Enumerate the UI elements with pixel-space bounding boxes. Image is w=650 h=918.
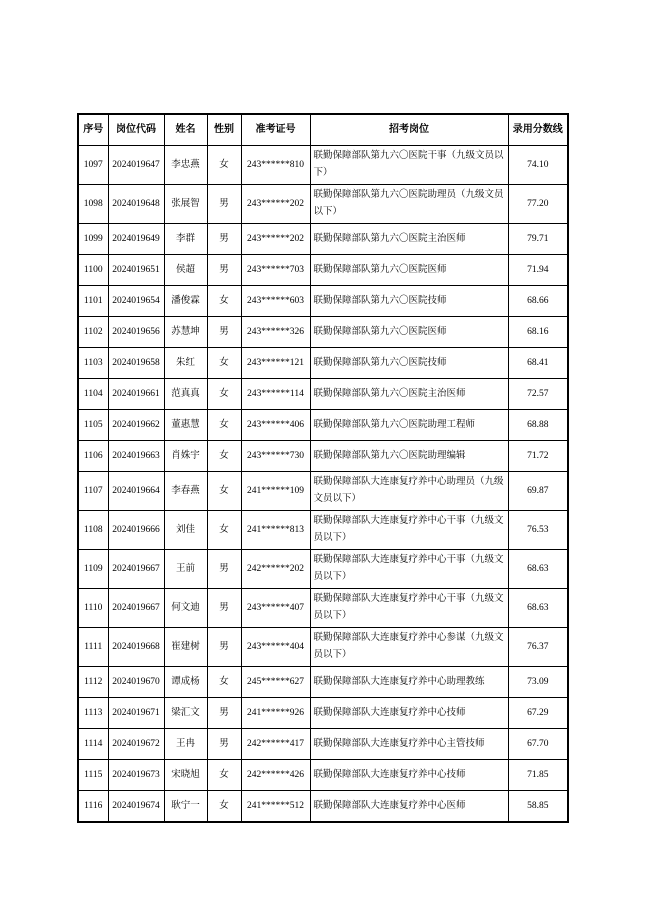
cell-position: 联勤保障部队第九六〇医院助理工程师 — [310, 410, 508, 441]
cell-gender: 女 — [207, 146, 241, 185]
cell-position: 联勤保障部队大连康复疗养中心干事（九级文员以下） — [310, 511, 508, 550]
cell-ticket: 241******813 — [241, 511, 310, 550]
table-row — [78, 589, 568, 628]
cell-name: 董惠慧 — [164, 410, 207, 441]
cell-seq: 1098 — [78, 185, 108, 224]
cell-score: 68.63 — [508, 589, 568, 628]
cell-name: 潘俊霖 — [164, 286, 207, 317]
cell-code: 2024019667 — [108, 550, 164, 589]
cell-score: 79.71 — [508, 224, 568, 255]
cell-gender: 女 — [207, 511, 241, 550]
cell-position: 联勤保障部队第九六〇医院医师 — [310, 317, 508, 348]
cell-ticket: 243******326 — [241, 317, 310, 348]
cell-position: 联勤保障部队大连康复疗养中心技师 — [310, 698, 508, 729]
cell-ticket: 243******114 — [241, 379, 310, 410]
table-row — [78, 760, 568, 791]
cell-code: 2024019656 — [108, 317, 164, 348]
cell-position: 联勤保障部队大连康复疗养中心助理教练 — [310, 667, 508, 698]
cell-name: 梁汇文 — [164, 698, 207, 729]
cell-code: 2024019667 — [108, 589, 164, 628]
cell-score: 76.53 — [508, 511, 568, 550]
cell-position: 联勤保障部队大连康复疗养中心助理员（九级文员以下） — [310, 472, 508, 511]
cell-position: 联勤保障部队第九六〇医院干事（九级文员以下） — [310, 146, 508, 185]
cell-position: 联勤保障部队大连康复疗养中心医师 — [310, 791, 508, 823]
cell-seq: 1115 — [78, 760, 108, 791]
cell-ticket: 243******404 — [241, 628, 310, 667]
cell-seq: 1112 — [78, 667, 108, 698]
cell-ticket: 241******926 — [241, 698, 310, 729]
cell-name: 李忠燕 — [164, 146, 207, 185]
cell-position: 联勤保障部队大连康复疗养中心干事（九级文员以下） — [310, 550, 508, 589]
cell-name: 苏慧坤 — [164, 317, 207, 348]
cell-name: 刘佳 — [164, 511, 207, 550]
table-row — [78, 667, 568, 698]
cell-score: 71.85 — [508, 760, 568, 791]
cell-seq: 1100 — [78, 255, 108, 286]
cell-position: 联勤保障部队大连康复疗养中心技师 — [310, 760, 508, 791]
cell-seq: 1109 — [78, 550, 108, 589]
cell-name: 朱红 — [164, 348, 207, 379]
header-name: 姓名 — [164, 114, 207, 146]
cell-score: 74.10 — [508, 146, 568, 185]
table-row — [78, 550, 568, 589]
header-recruit-position: 招考岗位 — [310, 114, 508, 146]
cell-seq: 1097 — [78, 146, 108, 185]
cell-score: 67.70 — [508, 729, 568, 760]
table-row — [78, 224, 568, 255]
cell-code: 2024019651 — [108, 255, 164, 286]
cell-gender: 女 — [207, 410, 241, 441]
table-body — [78, 146, 568, 823]
table-row — [78, 511, 568, 550]
cell-seq: 1106 — [78, 441, 108, 472]
cell-score: 77.20 — [508, 185, 568, 224]
cell-code: 2024019663 — [108, 441, 164, 472]
cell-name: 王冉 — [164, 729, 207, 760]
cell-score: 76.37 — [508, 628, 568, 667]
cell-seq: 1108 — [78, 511, 108, 550]
cell-gender: 女 — [207, 348, 241, 379]
header-ticket-number: 准考证号 — [241, 114, 310, 146]
cell-score: 71.72 — [508, 441, 568, 472]
cell-name: 李春燕 — [164, 472, 207, 511]
cell-score: 67.29 — [508, 698, 568, 729]
cell-gender: 女 — [207, 441, 241, 472]
cell-ticket: 243******406 — [241, 410, 310, 441]
cell-score: 69.87 — [508, 472, 568, 511]
cell-ticket: 242******202 — [241, 550, 310, 589]
cell-name: 耿宁一 — [164, 791, 207, 823]
cell-seq: 1107 — [78, 472, 108, 511]
table-row — [78, 410, 568, 441]
cell-code: 2024019672 — [108, 729, 164, 760]
cell-position: 联勤保障部队第九六〇医院主治医师 — [310, 224, 508, 255]
cell-gender: 女 — [207, 760, 241, 791]
cell-gender: 男 — [207, 317, 241, 348]
cell-position: 联勤保障部队第九六〇医院助理员（九级文员以下） — [310, 185, 508, 224]
cell-code: 2024019649 — [108, 224, 164, 255]
table-row — [78, 379, 568, 410]
cell-code: 2024019668 — [108, 628, 164, 667]
cell-name: 张展智 — [164, 185, 207, 224]
cell-seq: 1104 — [78, 379, 108, 410]
cell-ticket: 245******627 — [241, 667, 310, 698]
cell-name: 李群 — [164, 224, 207, 255]
table-row — [78, 472, 568, 511]
cell-seq: 1101 — [78, 286, 108, 317]
cell-ticket: 243******603 — [241, 286, 310, 317]
header-score-line: 录用分数线 — [508, 114, 568, 146]
table-header-row — [78, 114, 568, 146]
cell-gender: 女 — [207, 667, 241, 698]
cell-name: 宋晓旭 — [164, 760, 207, 791]
cell-code: 2024019670 — [108, 667, 164, 698]
cell-ticket: 243******121 — [241, 348, 310, 379]
cell-name: 范真真 — [164, 379, 207, 410]
recruitment-score-table — [77, 113, 569, 823]
header-seq: 序号 — [78, 114, 108, 146]
table-row — [78, 729, 568, 760]
table-row — [78, 628, 568, 667]
cell-ticket: 243******407 — [241, 589, 310, 628]
cell-gender: 男 — [207, 185, 241, 224]
table-row — [78, 698, 568, 729]
cell-score: 58.85 — [508, 791, 568, 823]
cell-ticket: 242******417 — [241, 729, 310, 760]
cell-code: 2024019671 — [108, 698, 164, 729]
table-row — [78, 255, 568, 286]
cell-code: 2024019664 — [108, 472, 164, 511]
cell-score: 68.88 — [508, 410, 568, 441]
cell-seq: 1102 — [78, 317, 108, 348]
cell-name: 王前 — [164, 550, 207, 589]
cell-code: 2024019654 — [108, 286, 164, 317]
cell-gender: 男 — [207, 255, 241, 286]
table-row — [78, 185, 568, 224]
cell-name: 谭成杨 — [164, 667, 207, 698]
cell-ticket: 243******202 — [241, 185, 310, 224]
cell-score: 68.66 — [508, 286, 568, 317]
cell-code: 2024019647 — [108, 146, 164, 185]
cell-score: 72.57 — [508, 379, 568, 410]
cell-position: 联勤保障部队第九六〇医院医师 — [310, 255, 508, 286]
cell-name: 肖姝宇 — [164, 441, 207, 472]
cell-gender: 男 — [207, 550, 241, 589]
table-header — [78, 114, 568, 146]
cell-ticket: 243******810 — [241, 146, 310, 185]
cell-position: 联勤保障部队第九六〇医院助理编辑 — [310, 441, 508, 472]
cell-seq: 1116 — [78, 791, 108, 823]
cell-position: 联勤保障部队大连康复疗养中心参谋（九级文员以下） — [310, 628, 508, 667]
cell-score: 68.63 — [508, 550, 568, 589]
table-row — [78, 348, 568, 379]
cell-gender: 女 — [207, 791, 241, 823]
cell-seq: 1110 — [78, 589, 108, 628]
header-gender: 性别 — [207, 114, 241, 146]
cell-ticket: 243******730 — [241, 441, 310, 472]
cell-score: 71.94 — [508, 255, 568, 286]
cell-gender: 女 — [207, 379, 241, 410]
cell-code: 2024019661 — [108, 379, 164, 410]
cell-gender: 女 — [207, 286, 241, 317]
cell-ticket: 241******512 — [241, 791, 310, 823]
cell-score: 73.09 — [508, 667, 568, 698]
cell-gender: 女 — [207, 472, 241, 511]
cell-position: 联勤保障部队第九六〇医院主治医师 — [310, 379, 508, 410]
cell-score: 68.16 — [508, 317, 568, 348]
cell-position: 联勤保障部队第九六〇医院技师 — [310, 286, 508, 317]
cell-seq: 1105 — [78, 410, 108, 441]
cell-name: 崔建树 — [164, 628, 207, 667]
table-row — [78, 146, 568, 185]
cell-gender: 男 — [207, 698, 241, 729]
cell-name: 何文迪 — [164, 589, 207, 628]
cell-seq: 1099 — [78, 224, 108, 255]
cell-position: 联勤保障部队大连康复疗养中心干事（九级文员以下） — [310, 589, 508, 628]
cell-ticket: 243******202 — [241, 224, 310, 255]
cell-seq: 1103 — [78, 348, 108, 379]
table-row — [78, 286, 568, 317]
table-row — [78, 317, 568, 348]
table-row — [78, 441, 568, 472]
table-row — [78, 791, 568, 823]
cell-score: 68.41 — [508, 348, 568, 379]
cell-name: 侯超 — [164, 255, 207, 286]
cell-code: 2024019648 — [108, 185, 164, 224]
cell-gender: 男 — [207, 224, 241, 255]
cell-code: 2024019673 — [108, 760, 164, 791]
cell-code: 2024019674 — [108, 791, 164, 823]
cell-seq: 1113 — [78, 698, 108, 729]
header-position-code: 岗位代码 — [108, 114, 164, 146]
cell-gender: 男 — [207, 729, 241, 760]
cell-ticket: 241******109 — [241, 472, 310, 511]
cell-code: 2024019666 — [108, 511, 164, 550]
cell-code: 2024019662 — [108, 410, 164, 441]
cell-seq: 1114 — [78, 729, 108, 760]
cell-seq: 1111 — [78, 628, 108, 667]
cell-ticket: 243******703 — [241, 255, 310, 286]
cell-position: 联勤保障部队第九六〇医院技师 — [310, 348, 508, 379]
cell-position: 联勤保障部队大连康复疗养中心主管技师 — [310, 729, 508, 760]
cell-gender: 男 — [207, 589, 241, 628]
cell-code: 2024019658 — [108, 348, 164, 379]
cell-gender: 男 — [207, 628, 241, 667]
cell-ticket: 242******426 — [241, 760, 310, 791]
